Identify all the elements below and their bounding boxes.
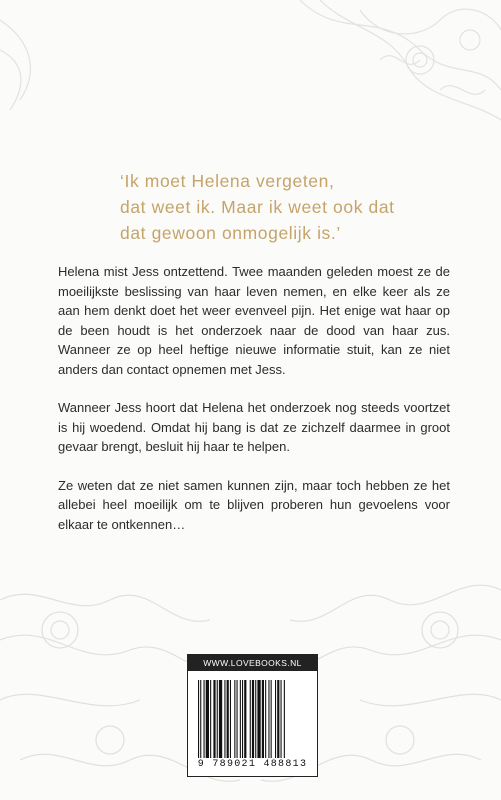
barcode-label: [187, 654, 318, 777]
isbn-number: 9 789021 488813: [197, 759, 308, 770]
quote-line: ‘Ik moet Helena vergeten,: [120, 171, 335, 191]
quote-line: dat weet ik. Maar ik weet ook dat: [120, 197, 395, 217]
pull-quote: [120, 168, 420, 246]
floral-ornament-top: [0, 0, 501, 150]
blurb-paragraph: Wanneer Jess hoort dat Helena het onderzoek nog steeds voortzet is hij woedend. Omdat hij bang is dat ze zichzelf daarmee in groot gevaar brengt, besluit hij haar te helpen.: [58, 400, 450, 454]
book-blurb: [58, 262, 450, 553]
publisher-url: WWW.LOVEBOOKS.NL: [188, 655, 317, 671]
blurb-paragraph: Ze weten dat ze niet samen kunnen zijn, maar toch hebben ze het allebei heel moeilijk om te blijven proberen hun gevoelens voor elkaar te ontkennen…: [58, 477, 450, 532]
quote-line: dat gewoon onmogelijk is.’: [120, 223, 341, 243]
barcode-icon: [196, 680, 309, 758]
blurb-paragraph: Helena mist Jess ontzettend. Twee maanden geleden moest ze de moeilijkste beslissing van haar leven nemen, en elke keer als ze aan hem denkt doet het weer evenveel pijn. Het enige wat haar op de been houdt is het onderzoek naar de dood van haar zus. Wanneer ze op heel heftige nieuwe informatie stuit, kan ze niet anders dan contact opnemen met Jess.: [58, 264, 450, 377]
